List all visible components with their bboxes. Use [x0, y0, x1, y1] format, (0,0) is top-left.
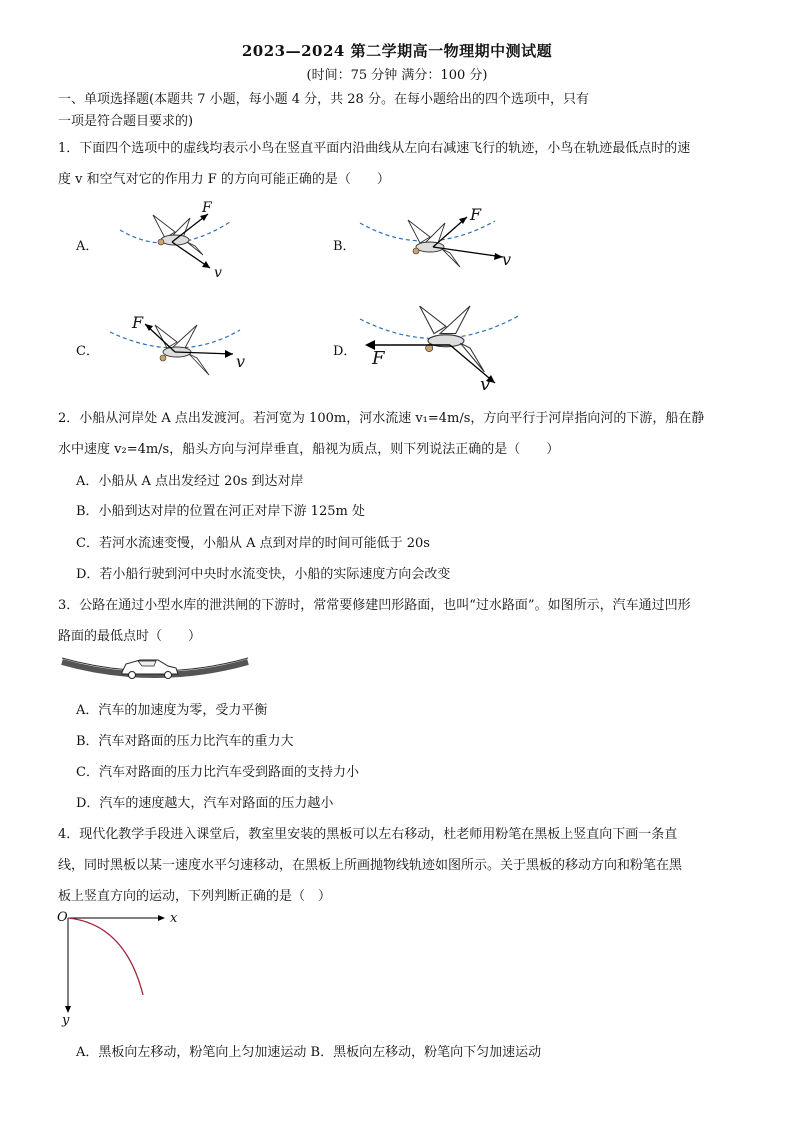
velocity-arrow [433, 247, 503, 257]
q3-option-c: C．汽车对路面的压力比汽车受到路面的支持力小 [76, 765, 359, 780]
q3-stem-line1: 3．公路在通过小型水库的泄洪闸的下游时，常常要修建凹形路面，也叫“过水路面”。如图所示，汽车通过凹形 [58, 598, 691, 613]
q1-c-force-label: F [132, 313, 144, 332]
q1-b-force-label: F [470, 205, 482, 224]
q2-stem-line2: 水中速度 v₂=4m/s，船头方向与河岸垂直，船视为质点，则下列说法正确的是（ ） [58, 442, 560, 457]
q1-option-b-figure [355, 205, 515, 280]
q1-option-d-label: D． [333, 344, 357, 359]
q1-b-velocity-label: v [502, 250, 512, 269]
q1-option-a-figure [110, 200, 260, 280]
q1-a-force-label: F [202, 200, 212, 216]
q3-option-d: D．汽车的速度越大，汽车对路面的压力越小 [76, 796, 334, 811]
q3-stem-line2: 路面的最低点时（ ） [58, 629, 202, 644]
q1-stem-line2: 度 v 和空气对它的作用力 F 的方向可能正确的是（ ） [58, 172, 390, 187]
q1-d-velocity-label: v [480, 374, 491, 395]
exam-subtitle: (时间：75 分钟 满分：100 分) [306, 68, 488, 83]
q1-option-a-label: A． [76, 239, 99, 254]
q2-option-b: B．小船到达对岸的位置在河正对岸下游 125m 处 [76, 504, 365, 519]
bird-icon [153, 215, 203, 255]
q2-option-c: C．若河水流速变慢，小船从 A 点到对岸的时间可能低于 20s [76, 536, 430, 551]
q3-option-a: A．汽车的加速度为零，受力平衡 [76, 703, 268, 718]
q4-stem-line1: 4．现代化教学手段进入课堂后，教室里安装的黑板可以左右移动，杜老师用粉笔在黑板上竖直向下画一条直 [58, 827, 678, 842]
bird-icon [408, 220, 460, 267]
q2-option-d: D．若小船行驶到河中央时水流变快，小船的实际速度方向会改变 [76, 567, 451, 582]
q4-options-ab: A．黑板向左移动，粉笔向上匀加速运动 B．黑板向左移动，粉笔向下匀加速运动 [76, 1045, 542, 1060]
x-axis-label: x [170, 911, 178, 926]
q1-d-force-label: F [372, 348, 385, 369]
q4-stem-line3: 板上竖直方向的运动，下列判断正确的是（ ） [58, 889, 332, 904]
q1-stem-line1: 1．下面四个选项中的虚线均表示小鸟在竖直平面内沿曲线从左向右减速飞行的轨迹，小鸟在轨迹最低点时的速 [58, 141, 691, 156]
y-axis-label: y [62, 1013, 70, 1028]
origin-label: O [57, 910, 68, 925]
q1-option-d-figure [355, 295, 530, 395]
q1-a-velocity-label: v [214, 265, 222, 281]
section-heading-line2: 一项是符合题目要求的) [58, 114, 194, 129]
q2-stem-line1: 2．小船从河岸处 A 点出发渡河。若河宽为 100m，河水流速 v₁=4m/s，方向平行于河岸指向河的下游，船在静 [58, 411, 705, 426]
bird-icon [155, 325, 209, 375]
section-heading-line1: 一、单项选择题(本题共 7 小题，每小题 4 分，共 28 分。在每小题给出的四个选项中，只有 [58, 92, 589, 107]
bird-icon [420, 306, 485, 372]
q1-c-velocity-label: v [236, 352, 246, 371]
q2-option-a: A．小船从 A 点出发经过 20s 到达对岸 [76, 474, 304, 489]
q1-option-b-label: B． [333, 239, 356, 254]
q3-road-figure [58, 650, 253, 690]
q1-option-c-label: C． [76, 344, 99, 359]
q4-stem-line2: 线，同时黑板以某一速度水平匀速移动，在黑板上所画抛物线轨迹如图所示。关于黑板的移动方向和粉笔在黑 [58, 858, 683, 873]
parabola-trajectory [68, 918, 143, 995]
q1-option-c-figure [105, 310, 255, 385]
q3-option-b: B．汽车对路面的压力比汽车的重力大 [76, 734, 294, 749]
exam-title: 2023—2024 第二学期高一物理期中测试题 [241, 42, 553, 60]
q4-trajectory-graph [55, 910, 195, 1030]
